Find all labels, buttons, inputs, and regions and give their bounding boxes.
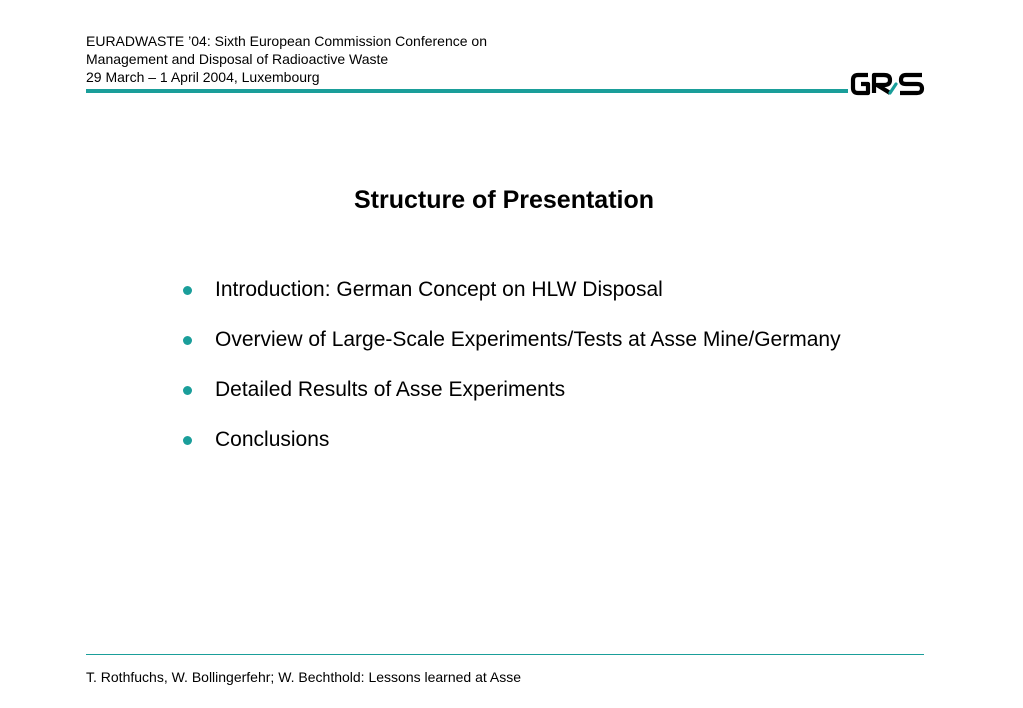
conference-header [86,32,487,86]
bullet-dot-icon [183,336,192,345]
bullet-dot-icon [183,386,192,395]
bullet-text: Introduction: German Concept on HLW Disposal [215,278,663,301]
header-line-2: Management and Disposal of Radioactive Waste [86,51,389,67]
bullet-item [180,326,841,376]
bullet-item [180,426,841,476]
header-divider [86,89,848,93]
header-line-3: 29 March – 1 April 2004, Luxembourg [86,69,320,85]
slide-title: Structure of Presentation [353,186,655,214]
bullet-text: Conclusions [215,428,330,451]
bullet-dot-icon [183,286,192,295]
bullet-list [180,276,841,476]
header-line-1: EURADWASTE ’04: Sixth European Commission Conference on [86,33,487,49]
bullet-text: Overview of Large-Scale Experiments/Tests at Asse Mine/Germany [215,328,841,351]
bullet-item [180,376,841,426]
footer-divider [86,654,924,655]
bullet-item [180,276,841,326]
footer-authors: T. Rothfuchs, W. Bollingerfehr; W. Bechthold: Lessons learned at Asse [86,669,522,685]
grs-logo-icon [850,71,926,97]
bullet-dot-icon [183,436,192,445]
bullet-text: Detailed Results of Asse Experiments [215,378,566,401]
